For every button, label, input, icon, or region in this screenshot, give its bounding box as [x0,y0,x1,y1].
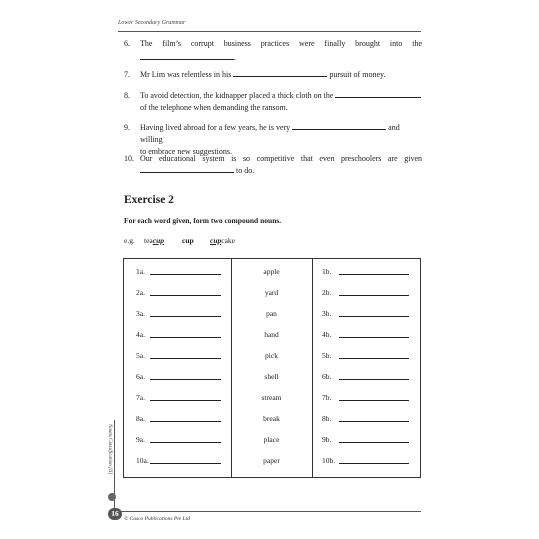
answer-blank-b[interactable] [339,329,409,338]
answer-label-a: 2a. [136,288,145,297]
exercise-title: Exercise 2 [124,194,174,206]
question-number: 6. [124,39,130,48]
given-word: shell [264,372,279,381]
question-text: Having lived abroad for a few years, he is very [140,123,291,132]
table-row [124,345,420,366]
side-label: Nouns Classification [II] [107,424,112,475]
answer-label-b: 10b. [322,456,336,465]
question-number: 8. [124,91,130,100]
answer-label-b: 6b. [322,372,332,381]
answer-label-a: 1a. [136,267,145,276]
answer-blank[interactable] [292,122,386,130]
table-row [124,450,420,471]
answer-label-a: 6a. [136,372,145,381]
answer-blank-a[interactable] [150,308,221,317]
answer-label-b: 3b. [322,309,332,318]
answer-blank-b[interactable] [339,308,409,317]
answer-blank-b[interactable] [339,371,409,380]
example-line [124,236,284,246]
answer-label-a: 4a. [136,330,145,339]
question-number: 10. [124,154,134,163]
answer-blank[interactable] [140,165,234,173]
answer-label-b: 4b. [322,330,332,339]
answer-label-a: 7a. [136,393,145,402]
question-text-after: and willing [140,123,400,144]
question-text: Mr Lim was relentless in his [140,70,232,79]
answer-label-a: 3a. [136,309,145,318]
answer-blank-a[interactable] [150,329,221,338]
table-row [124,429,420,450]
question-text: To avoid detection, the kidnapper placed a thick cloth on the [140,91,334,100]
answer-blank-a[interactable] [150,392,221,401]
table-row [124,408,420,429]
answer-blank-b[interactable] [339,287,409,296]
compound-noun-table [123,258,421,478]
example-label: e.g. [124,236,135,245]
answer-blank-b[interactable] [339,266,409,275]
answer-label-b: 1b. [322,267,332,276]
answer-blank-a[interactable] [150,350,221,359]
given-word: break [263,414,280,423]
footer-rule [118,511,421,512]
table-row [124,324,420,345]
answer-blank-a[interactable] [150,266,221,275]
answer-label-a: 10a. [136,456,149,465]
given-word: pan [266,309,277,318]
given-word: paper [263,456,280,465]
given-word: place [263,435,280,444]
answer-label-b: 7b. [322,393,332,402]
answer-label-b: 2b. [322,288,332,297]
question-text: Our educational system is so competitive that even preschoolers are given [140,154,422,163]
given-word: apple [263,267,280,276]
answer-blank-a[interactable] [150,455,221,464]
answer-label-a: 8a. [136,414,145,423]
question-text-line2: of the telephone when demanding the ransom. [140,103,288,112]
running-header [118,20,421,32]
answer-blank-b[interactable] [339,413,409,422]
header-title: Lower Secondary Grammar [118,20,186,26]
page-number: 16 [108,508,122,520]
side-rule [114,420,115,515]
answer-label-a: 5a. [136,351,145,360]
table-row [124,387,420,408]
question-number: 7. [124,70,130,79]
answer-blank-b[interactable] [339,392,409,401]
table-row [124,261,420,282]
given-word: stream [261,393,282,402]
question-text: The film’s corrupt business practices were finally brought into the [140,39,422,48]
answer-label-a: 9a. [136,435,145,444]
given-word: pick [265,351,278,360]
question-text-line2: to embrace new suggestions. [140,147,232,156]
given-word: hand [264,330,279,339]
exercise-instruction: For each word given, form two compound nouns. [124,216,282,225]
decorative-dot [108,493,116,501]
answer-label-b: 9b. [322,435,332,444]
answer-blank-b[interactable] [339,455,409,464]
answer-blank-b[interactable] [339,350,409,359]
answer-blank[interactable] [335,90,421,98]
answer-blank-a[interactable] [150,287,221,296]
table-row [124,282,420,303]
given-word: yard [264,288,279,297]
example-second: cupcake [210,236,235,245]
question-text-after: pursuit of money. [329,70,386,79]
question-number: 9. [124,123,130,132]
answer-label-b: 8b. [322,414,332,423]
answer-label-b: 5b. [322,351,332,360]
table-row [124,303,420,324]
example-first: teacup [144,236,164,245]
answer-blank-a[interactable] [150,413,221,422]
answer-blank[interactable] [140,52,234,60]
answer-blank-b[interactable] [339,434,409,443]
answer-blank-a[interactable] [150,434,221,443]
answer-blank-a[interactable] [150,371,221,380]
table-row [124,366,420,387]
answer-blank[interactable] [233,69,327,77]
example-word: cup [182,236,194,245]
publisher-credit: © Casco Publications Pte Ltd [124,516,190,522]
